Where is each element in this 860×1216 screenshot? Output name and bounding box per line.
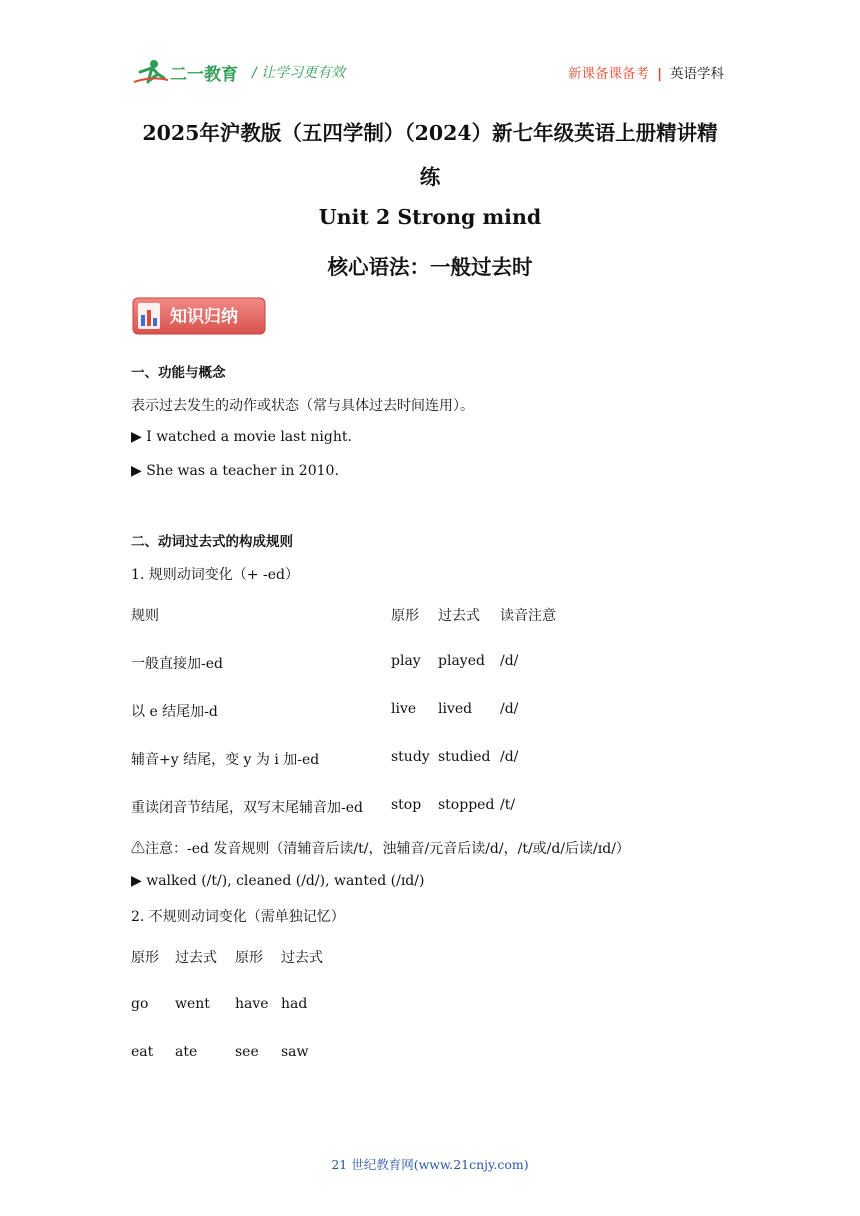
badge-label: 知识归纳: [170, 307, 238, 327]
example-sentence: ▶ I watched a movie last night.: [131, 429, 352, 445]
table-cell: ate: [175, 1044, 198, 1060]
table-cell: 以 e 结尾加-d: [131, 704, 218, 720]
table-cell: play: [391, 653, 421, 669]
header-separator: |: [657, 66, 662, 82]
doc-title-line1: 2025年沪教版（五四学制）（2024）新七年级英语上册精讲精: [142, 121, 718, 145]
topic-title: 核心语法：一般过去时: [327, 255, 533, 279]
example-sentence: ▶ She was a teacher in 2010.: [131, 463, 339, 479]
table-cell: stopped: [438, 797, 495, 813]
table-cell: had: [281, 996, 308, 1012]
header-right: [568, 62, 724, 82]
table-cell: stop: [391, 797, 422, 813]
table-cell: /t/: [500, 797, 516, 813]
table-header-cell: 原形: [235, 950, 263, 966]
table-cell: lived: [438, 701, 473, 717]
table-cell: have: [235, 996, 269, 1012]
table-cell: see: [235, 1044, 259, 1060]
table-cell: /d/: [500, 653, 519, 669]
table-header-cell: 规则: [131, 608, 159, 624]
table-cell: 重读闭音节结尾，双写末尾辅音加-ed: [131, 800, 363, 816]
table-cell: live: [391, 701, 417, 717]
table-cell: 一般直接加-ed: [131, 656, 223, 672]
table-header-cell: 读音注意: [500, 608, 556, 624]
table-cell: go: [131, 996, 149, 1012]
table-cell: study: [391, 749, 430, 765]
pronunciation-note: ⚠注意：-ed 发音规则（清辅音后读/t/，浊辅音/元音后读/d/，/t/或/d/后读/ɪd/）: [131, 841, 630, 857]
table-header-cell: 过去式: [175, 950, 217, 966]
footer-source: 21 世纪教育网(www.21cnjy.com): [331, 1157, 529, 1172]
table-cell: eat: [131, 1044, 154, 1060]
irregular-verbs-subheading: 2. 不规则动词变化（需单独记忆）: [131, 909, 345, 925]
knowledge-badge: [132, 297, 266, 335]
brand-logo: [132, 58, 250, 88]
doc-title-line2: 练: [419, 165, 441, 189]
logo-text: 二一教育: [170, 65, 238, 85]
header-subject: 英语学科: [670, 66, 724, 82]
table-header-cell: 过去式: [438, 608, 480, 624]
table-header-cell: 原形: [131, 950, 159, 966]
table-cell: 辅音+y 结尾，变 y 为 i 加-ed: [131, 752, 320, 768]
header-slogan: / 让学习更有效: [252, 65, 346, 81]
table-cell: saw: [281, 1044, 309, 1060]
table-cell: /d/: [500, 749, 519, 765]
section1-heading: 一、功能与概念: [131, 365, 226, 381]
header-exam-text: 新课备课备考: [568, 66, 650, 82]
unit-title: Unit 2 Strong mind: [318, 205, 542, 229]
table-cell: went: [175, 996, 210, 1012]
table-cell: /d/: [500, 701, 519, 717]
table-cell: studied: [438, 749, 491, 765]
section2-heading: 二、动词过去式的构成规则: [131, 534, 293, 550]
note-example: ▶ walked (/t/), cleaned (/d/), wanted (/ɪd/): [131, 873, 425, 889]
regular-verbs-subheading: 1. 规则动词变化（+ -ed）: [131, 567, 299, 583]
table-header-cell: 过去式: [281, 950, 323, 966]
table-header-cell: 原形: [391, 608, 419, 624]
table-cell: played: [438, 653, 485, 669]
section1-description: 表示过去发生的动作或状态（常与具体过去时间连用）。: [131, 398, 474, 414]
